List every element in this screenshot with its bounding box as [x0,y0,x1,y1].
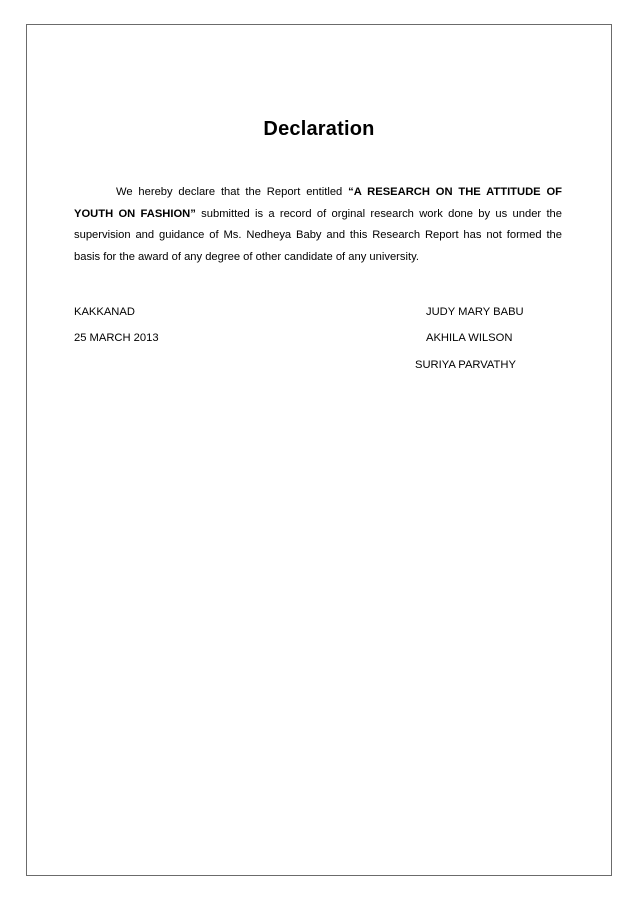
signatory-name: AKHILA WILSON [426,332,513,344]
report-title: “A RESEARCH ON THE ATTITUDE OF YOUTH ON FASHION” [74,186,562,220]
declaration-paragraph [74,182,562,268]
paragraph-intro: We hereby declare that the Report entitled [116,186,349,198]
page-border [26,24,612,876]
page-title: Declaration [263,118,375,140]
place-text: KAKKANAD [74,306,135,318]
paragraph-rest: submitted is a record of orginal research work done by us under the supervision and guidance of Ms. Nedheya Baby and this Research Report has not formed the basis for the award of any degree of other candidate of any university. [74,207,562,263]
date-text: 25 MARCH 2013 [74,332,159,344]
signatory-name: SURIYA PARVATHY [415,359,516,371]
signatory-name: JUDY MARY BABU [426,306,524,318]
